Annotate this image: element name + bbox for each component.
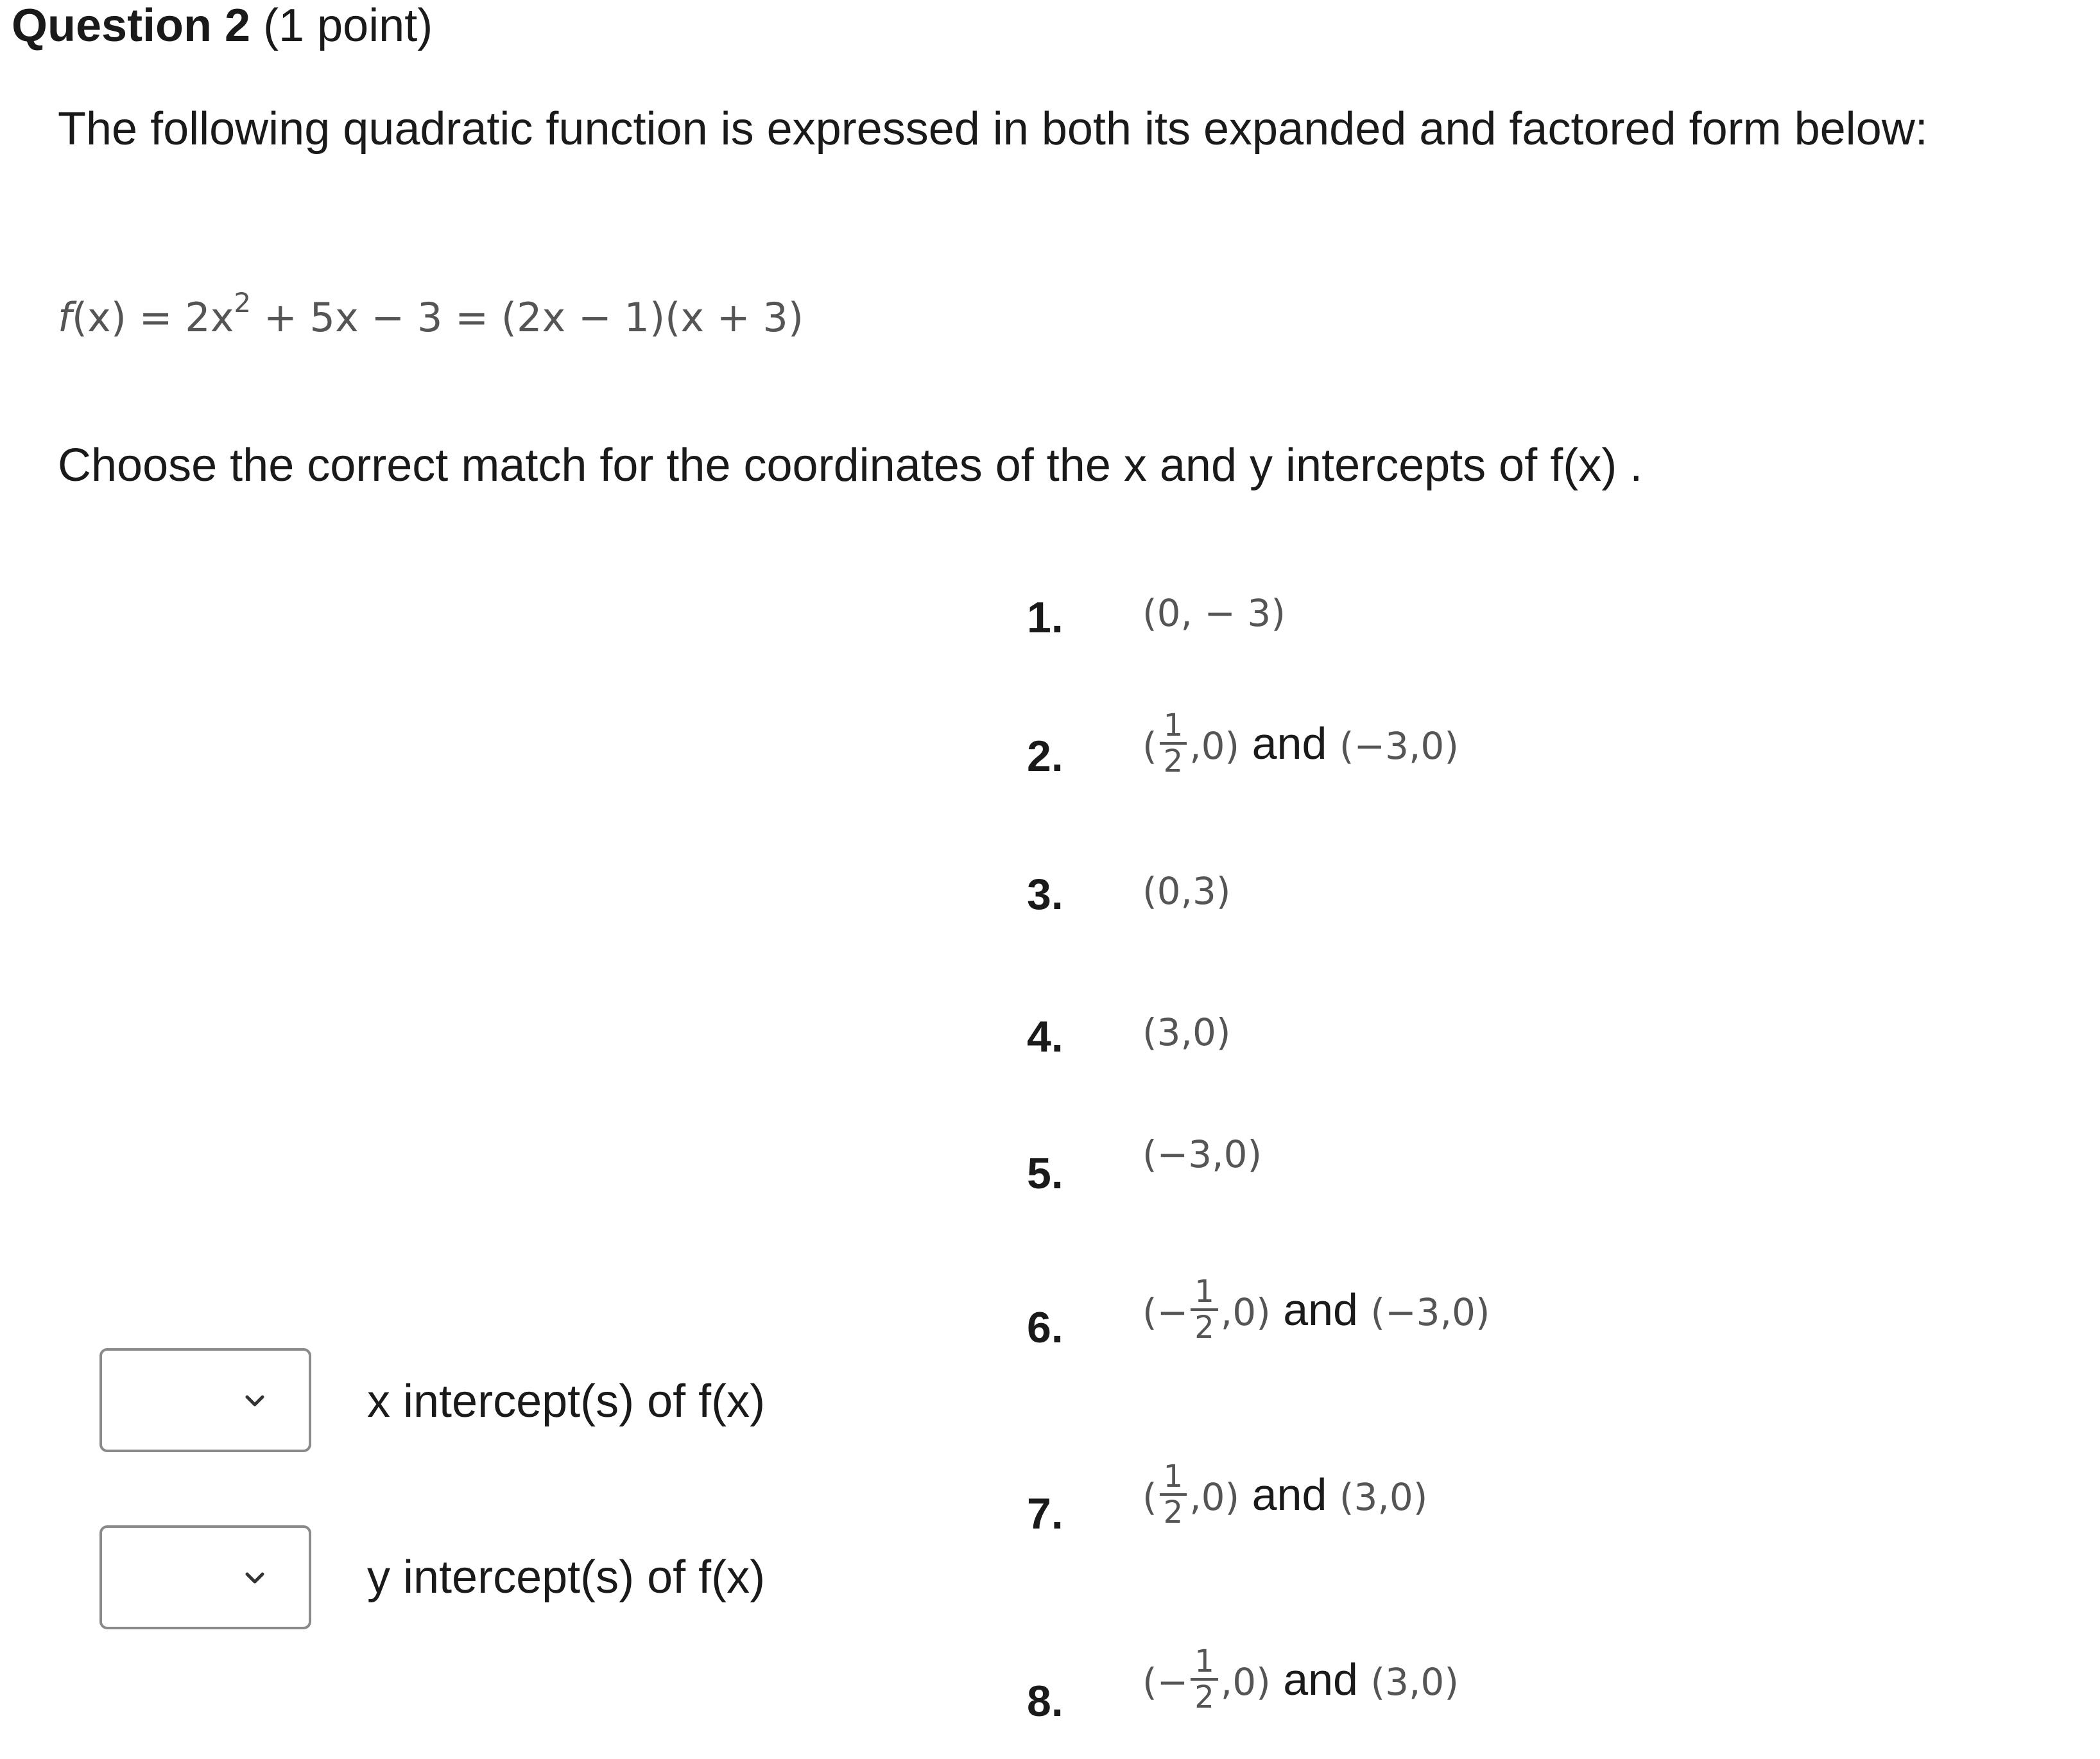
option-number: 7. — [1027, 1489, 1063, 1538]
option-value: ( $\frac{1}{2}$ ,0) and (3,0) — [1142, 1459, 1428, 1530]
option-number: 3. — [1027, 870, 1063, 919]
intro-text: The following quadratic function is expressed in both its expanded and factored form below: — [58, 103, 1928, 155]
fraction: $\frac{1}{2}$ — [1160, 709, 1187, 778]
x-intercept-label: x intercept(s) of f(x) — [367, 1376, 766, 1427]
question-title: Question 2 — [12, 0, 251, 51]
formula-exponent: 2 — [234, 287, 252, 318]
y-intercept-label: y intercept(s) of f(x) — [367, 1552, 766, 1603]
option-number: 1. — [1027, 593, 1063, 642]
formula-rhs: + 5x − 3 = (2x − 1)(x + 3) — [251, 294, 804, 341]
option-coordinate: (−3,0) — [1142, 1132, 1262, 1176]
option-value: ( $\frac{1}{2}$ ,0) and (−3,0) — [1142, 707, 1459, 779]
fraction: $\frac{1}{2}$ — [1191, 1275, 1218, 1344]
option-value — [1142, 1005, 1231, 1058]
instruction-text: Choose the correct match for the coordinates of the x and y intercepts of f(x) . — [58, 440, 1643, 491]
option-value: (− $\frac{1}{2}$ ,0) and (3,0) — [1142, 1643, 1459, 1715]
chevron-down-icon[interactable] — [241, 1387, 269, 1415]
option-value — [1142, 585, 1286, 639]
option-value — [1142, 1127, 1262, 1180]
option-number: 5. — [1027, 1149, 1063, 1198]
y-intercept-select[interactable] — [99, 1525, 311, 1629]
quadratic-formula — [58, 289, 804, 347]
option-value — [1142, 863, 1231, 917]
option-coordinate: (0,3) — [1142, 869, 1231, 913]
chevron-down-icon[interactable] — [241, 1564, 269, 1592]
formula-lhs: (x) = 2x — [71, 294, 234, 341]
x-intercept-select[interactable] — [99, 1348, 311, 1452]
question-header — [12, 0, 433, 51]
option-coordinate: (3,0) — [1142, 1010, 1231, 1054]
option-number: 8. — [1027, 1677, 1063, 1726]
option-number: 4. — [1027, 1012, 1063, 1061]
formula-function-name: f — [58, 294, 72, 341]
fraction: $\frac{1}{2}$ — [1160, 1460, 1187, 1529]
fraction: $\frac{1}{2}$ — [1191, 1645, 1218, 1714]
option-coordinate: (0, − 3) — [1142, 591, 1286, 635]
option-number: 2. — [1027, 732, 1063, 781]
option-number: 6. — [1027, 1303, 1063, 1352]
option-value: (− $\frac{1}{2}$ ,0) and (−3,0) — [1142, 1274, 1490, 1346]
question-points: (1 point) — [263, 0, 433, 51]
